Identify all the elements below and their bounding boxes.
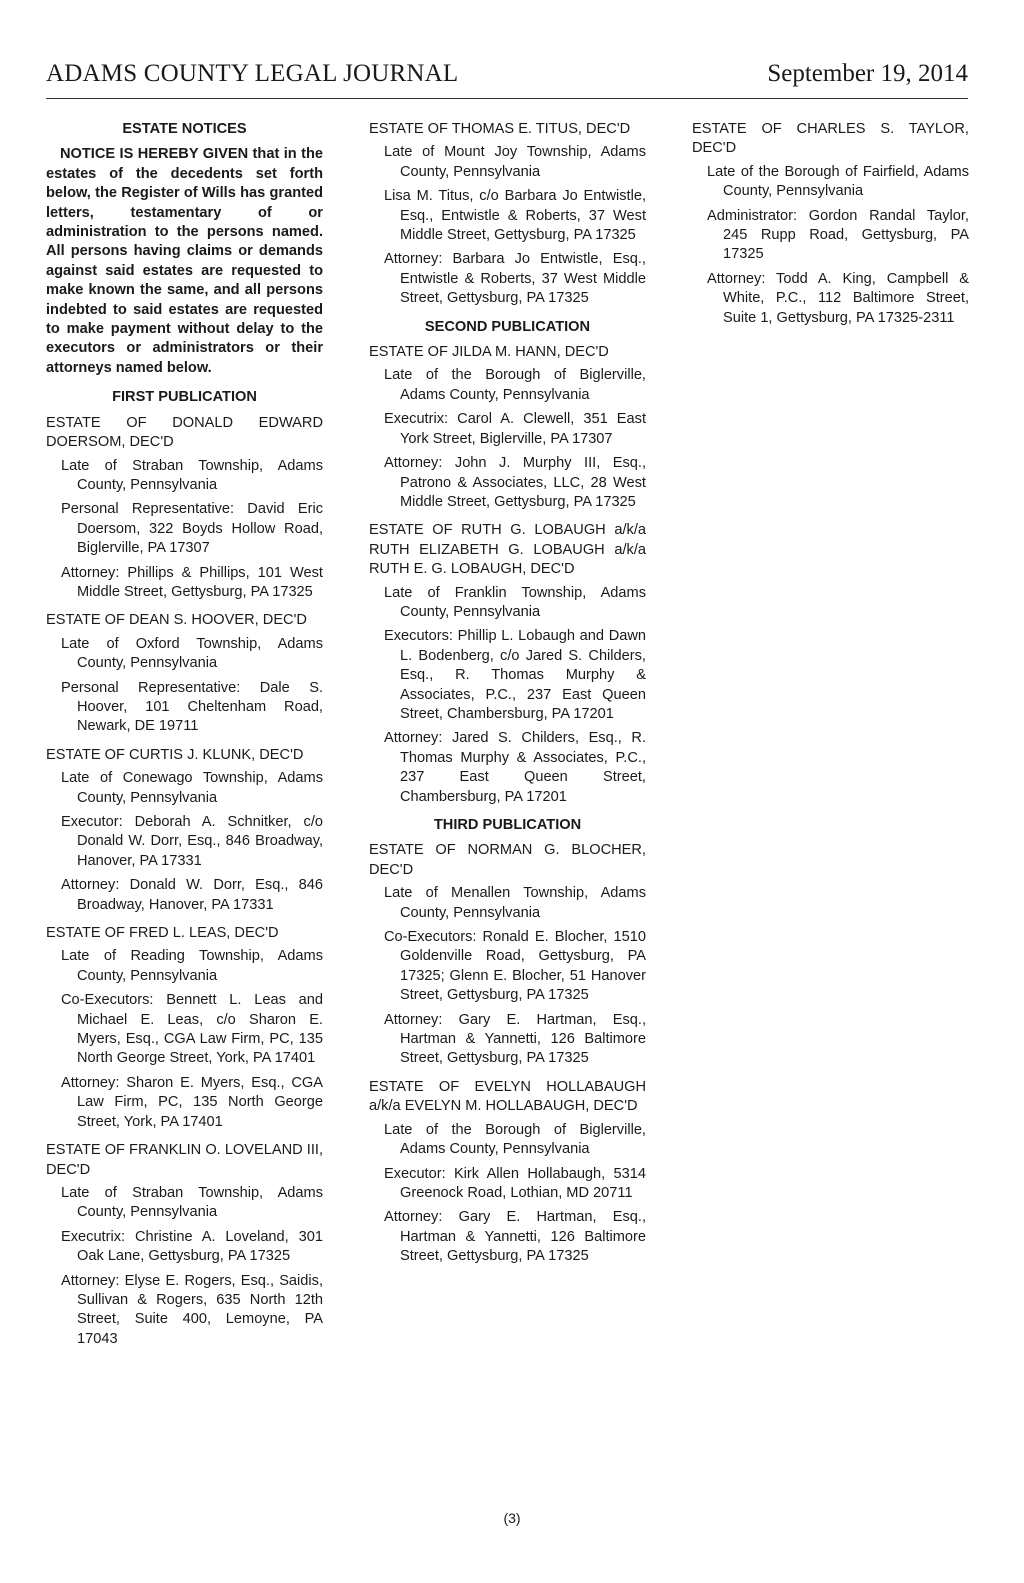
estate-detail: Late of Straban Township, Adams County, Pennsylvania [61, 457, 323, 493]
estate-detail: Attorney: Gary E. Hartman, Esq., Hartman & Yannetti, 126 Baltimore Street, Gettysburg, PA 17325 [384, 1011, 646, 1067]
estate-detail: Executors: Phillip L. Lobaugh and Dawn L. Bodenberg, c/o Jared S. Childers, Esq., R. Thomas Murphy & Associates, P.C., 237 East Queen Street, Chambersburg, PA 17201 [384, 628, 646, 722]
publication-heading: THIRD PUBLICATION [433, 817, 582, 833]
estate-detail: Executor: Kirk Allen Hollabaugh, 5314 Greenock Road, Lothian, MD 20711 [384, 1165, 646, 1201]
notice-intro: NOTICE IS HEREBY GIVEN that in the estates of the decedents set forth below, the Register of Wills has granted letters, testamentary of or administration to the persons named. All persons having claims or demands against said estates are requested to make known the same, and all persons indebted to said estates are requested to make payment without delay to the executors or administrators or their attorneys named below. [46, 146, 323, 376]
estate-detail: Late of Reading Township, Adams County, Pennsylvania [61, 948, 323, 984]
estate-name: ESTATE OF FRANKLIN O. LOVELAND III, DEC'D [46, 1142, 323, 1178]
estate-name: ESTATE OF THOMAS E. TITUS, DEC'D [369, 121, 631, 137]
estate-detail: Late of Conewago Township, Adams County, Pennsylvania [61, 770, 323, 806]
estate-notice [46, 611, 323, 736]
estate-detail: Attorney: Gary E. Hartman, Esq., Hartman & Yannetti, 126 Baltimore Street, Gettysburg, PA 17325 [384, 1209, 646, 1265]
estate-notice [46, 746, 323, 915]
estate-detail: Co-Executors: Ronald E. Blocher, 1510 Goldenville Road, Gettysburg, PA 17325; Glenn E. Blocher, 51 Hanover Street, Gettysburg, PA 17325 [384, 929, 646, 1004]
estate-name: ESTATE OF RUTH G. LOBAUGH a/k/a RUTH ELIZABETH G. LOBAUGH a/k/a RUTH E. G. LOBAUGH, DEC'D [369, 522, 646, 578]
column-3-body [692, 120, 969, 328]
estate-notice [369, 521, 646, 807]
estate-detail: Attorney: John J. Murphy III, Esq., Patrono & Associates, LLC, 28 West Middle Street, Gettysburg, PA 17325 [384, 455, 646, 510]
issue-date: September 19, 2014 [767, 60, 968, 87]
page-number: (3) [503, 1510, 521, 1526]
masthead [46, 58, 968, 99]
estate-notice [369, 343, 646, 512]
estate-name: ESTATE OF JILDA M. HANN, DEC'D [369, 344, 609, 361]
estate-name: ESTATE OF CURTIS J. KLUNK, DEC'D [46, 746, 304, 763]
estate-notice [369, 841, 646, 1068]
publication-heading: FIRST PUBLICATION [112, 389, 257, 406]
estate-name: ESTATE OF DONALD EDWARD DOERSOM, DEC'D [46, 414, 323, 451]
estate-detail: Executrix: Carol A. Clewell, 351 East York Street, Biglerville, PA 17307 [384, 411, 646, 447]
estate-name: ESTATE OF EVELYN HOLLABAUGH a/k/a EVELYN M. HOLLABAUGH, DEC'D [369, 1078, 646, 1115]
estate-detail: Administrator: Gordon Randal Taylor, 245 Rupp Road, Gettysburg, PA 17325 [707, 207, 969, 263]
estate-detail: Co-Executors: Bennett L. Leas and Michael E. Leas, c/o Sharon E. Myers, Esq., CGA Law Firm, PC, 135 North George Street, York, PA 17401 [61, 992, 323, 1067]
estate-detail: Lisa M. Titus, c/o Barbara Jo Entwistle, Esq., Entwistle & Roberts, 37 West Middle Street, Gettysburg, PA 17325 [384, 188, 646, 244]
estate-name: ESTATE OF DEAN S. HOOVER, DEC'D [46, 612, 307, 629]
estate-detail: Attorney: Donald W. Dorr, Esq., 846 Broadway, Hanover, PA 17331 [61, 877, 323, 913]
estate-notice [46, 414, 323, 603]
column-1 [46, 120, 323, 1358]
estate-notice [692, 120, 969, 328]
estate-name: ESTATE OF NORMAN G. BLOCHER, DEC'D [369, 842, 646, 878]
estate-detail: Attorney: Elyse E. Rogers, Esq., Saidis, Sullivan & Rogers, 635 North 12th Street, Suite 400, Lemoyne, PA 17043 [61, 1272, 323, 1347]
column-2 [369, 120, 646, 1276]
estate-detail: Attorney: Barbara Jo Entwistle, Esq., Entwistle & Roberts, 37 West Middle Street, Gettysburg, PA 17325 [384, 251, 646, 307]
estate-notice [46, 924, 323, 1132]
estate-name: ESTATE OF FRED L. LEAS, DEC'D [46, 925, 279, 942]
estate-detail: Late of Menallen Township, Adams County, Pennsylvania [384, 885, 646, 921]
journal-title: ADAMS COUNTY LEGAL JOURNAL [46, 60, 459, 87]
estate-detail: Late of Franklin Township, Adams County, Pennsylvania [384, 584, 646, 620]
estate-detail: Late of the Borough of Fairfield, Adams County, Pennsylvania [707, 163, 969, 200]
estate-detail: Late of Straban Township, Adams County, Pennsylvania [61, 1184, 323, 1221]
estate-detail: Attorney: Todd A. King, Campbell & White, P.C., 112 Baltimore Street, Suite 1, Gettysburg, PA 17325-2311 [707, 270, 969, 326]
column-1-body [46, 388, 323, 1349]
estate-detail: Late of the Borough of Biglerville, Adams County, Pennsylvania [384, 367, 646, 403]
estate-detail: Late of the Borough of Biglerville, Adams County, Pennsylvania [384, 1121, 646, 1158]
estate-detail: Late of Mount Joy Township, Adams County, Pennsylvania [384, 144, 646, 180]
estate-notice [369, 120, 646, 309]
estate-detail: Late of Oxford Township, Adams County, Pennsylvania [61, 635, 323, 672]
estate-detail: Attorney: Phillips & Phillips, 101 West Middle Street, Gettysburg, PA 17325 [61, 564, 323, 600]
estate-detail: Executrix: Christine A. Loveland, 301 Oak Lane, Gettysburg, PA 17325 [61, 1228, 323, 1265]
estate-notice [369, 1078, 646, 1267]
estate-detail: Attorney: Sharon E. Myers, Esq., CGA Law Firm, PC, 135 North George Street, York, PA 17401 [61, 1074, 323, 1130]
column-2-body [369, 120, 646, 1267]
estate-detail: Executor: Deborah A. Schnitker, c/o Donald W. Dorr, Esq., 846 Broadway, Hanover, PA 17331 [61, 814, 323, 869]
estate-detail: Personal Representative: Dale S. Hoover, 101 Cheltenham Road, Newark, DE 19711 [61, 679, 323, 735]
estate-notices-heading: ESTATE NOTICES [122, 121, 247, 137]
estate-detail: Attorney: Jared S. Childers, Esq., R. Thomas Murphy & Associates, P.C., 237 East Queen Street, Chambersburg, PA 17201 [384, 730, 646, 805]
estate-notice [46, 1141, 323, 1349]
estate-name: ESTATE OF CHARLES S. TAYLOR, DEC'D [692, 121, 969, 157]
publication-heading: SECOND PUBLICATION [424, 318, 591, 335]
column-3 [692, 120, 969, 337]
estate-detail: Personal Representative: David Eric Doersom, 322 Boyds Hollow Road, Biglerville, PA 17307 [61, 501, 323, 557]
